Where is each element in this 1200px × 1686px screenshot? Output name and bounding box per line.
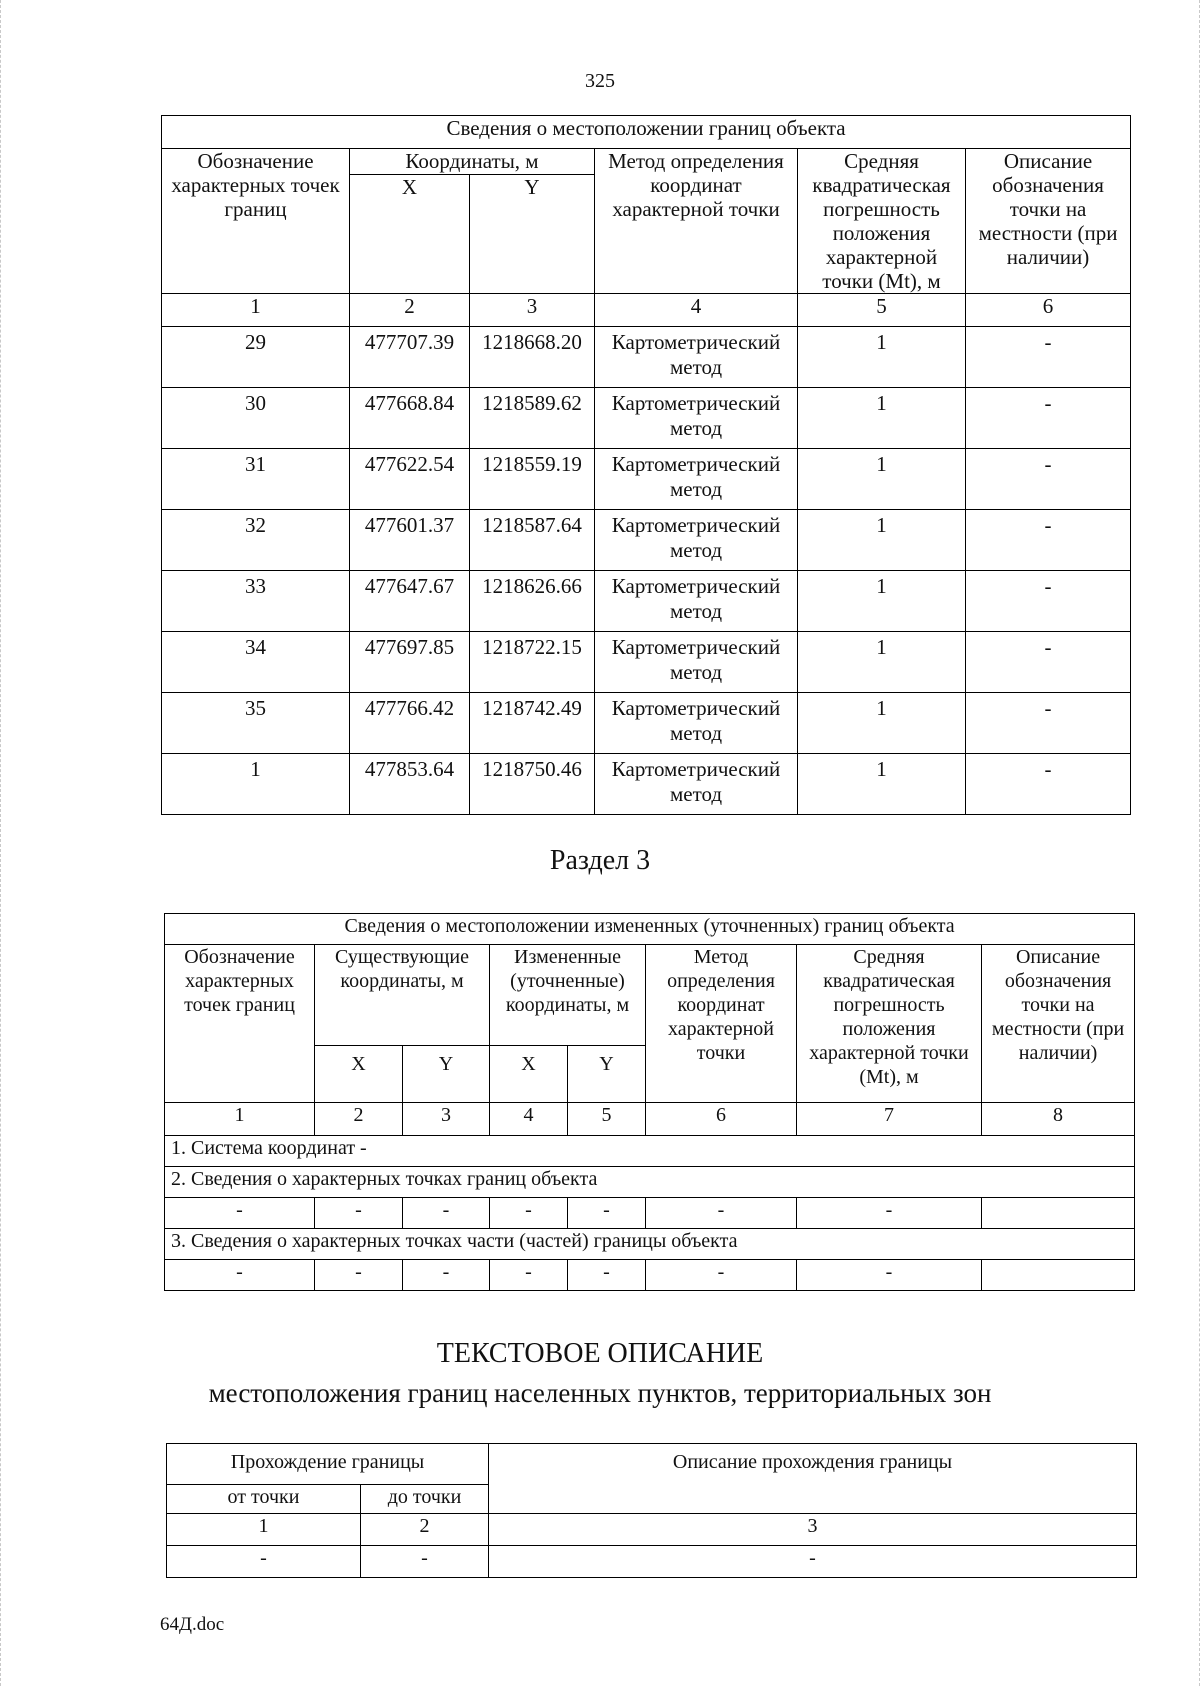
- point-cell: 31: [162, 449, 350, 510]
- column-number: 2: [350, 294, 470, 327]
- column-number: 1: [167, 1514, 361, 1546]
- table-cell: -: [646, 1198, 797, 1229]
- error-cell: 1: [798, 327, 966, 388]
- column-number: 8: [982, 1103, 1135, 1136]
- table-cell: -: [568, 1260, 646, 1291]
- column-number: 5: [568, 1103, 646, 1136]
- error-cell: 1: [798, 388, 966, 449]
- point-cell: 29: [162, 327, 350, 388]
- description-cell: -: [966, 449, 1131, 510]
- column-header-point: Обозначение характерных точек границ: [162, 149, 350, 294]
- table-cell: -: [489, 1546, 1137, 1578]
- column-number: 1: [165, 1103, 315, 1136]
- column-number: 5: [798, 294, 966, 327]
- method-cell: Картометрический метод: [595, 327, 798, 388]
- description-cell: -: [966, 510, 1131, 571]
- method-cell: Картометрический метод: [595, 449, 798, 510]
- x-cell: 477622.54: [350, 449, 470, 510]
- section-title: Раздел 3: [549, 845, 651, 876]
- column-header-description: Описание обозначения точки на местности (при наличии): [966, 149, 1131, 294]
- x-cell: 477853.64: [350, 754, 470, 815]
- column-number: 6: [966, 294, 1131, 327]
- point-cell: 34: [162, 632, 350, 693]
- y-cell: 1218722.15: [470, 632, 595, 693]
- table-row: [162, 754, 1131, 815]
- table-cell: -: [490, 1198, 568, 1229]
- table-row: [162, 449, 1131, 510]
- column-number: 2: [315, 1103, 403, 1136]
- error-cell: 1: [798, 510, 966, 571]
- table-cell: -: [165, 1260, 315, 1291]
- table-row: [162, 327, 1131, 388]
- boundary-location-table: [161, 115, 1131, 815]
- table-row: [162, 510, 1131, 571]
- point-cell: 32: [162, 510, 350, 571]
- column-number: 3: [470, 294, 595, 327]
- column-header-from-point: от точки: [167, 1485, 361, 1514]
- point-cell: 1: [162, 754, 350, 815]
- changed-boundaries-table: [164, 913, 1135, 1291]
- column-number: 2: [361, 1514, 489, 1546]
- boundary-passage-table: [166, 1443, 1137, 1578]
- column-number: 4: [490, 1103, 568, 1136]
- error-cell: 1: [798, 754, 966, 815]
- table-cell: -: [315, 1198, 403, 1229]
- table-row: [165, 1198, 1135, 1229]
- error-cell: 1: [798, 449, 966, 510]
- method-cell: Картометрический метод: [595, 388, 798, 449]
- table-cell: -: [167, 1546, 361, 1578]
- column-header-description: Описание обозначения точки на местности (при наличии): [982, 945, 1135, 1103]
- table-cell: -: [315, 1260, 403, 1291]
- table-cell: -: [403, 1198, 490, 1229]
- x-cell: 477766.42: [350, 693, 470, 754]
- table-cell: -: [490, 1260, 568, 1291]
- table-row: [162, 571, 1131, 632]
- document-title: ТЕКСТОВОЕ ОПИСАНИЕ: [436, 1338, 764, 1369]
- column-header-error: Средняя квадратическая погрешность положения характерной точки (Mt), м: [797, 945, 982, 1103]
- table-cell: -: [361, 1546, 489, 1578]
- group-row-part-boundary-points: 3. Сведения о характерных точках части (частей) границы объекта: [165, 1229, 1135, 1260]
- error-cell: 1: [798, 632, 966, 693]
- column-header-x: X: [350, 175, 470, 294]
- group-row-boundary-points: 2. Сведения о характерных точках границ объекта: [165, 1167, 1135, 1198]
- description-cell: -: [966, 754, 1131, 815]
- column-header-point: Обозначение характерных точек границ: [165, 945, 315, 1103]
- y-cell: 1218626.66: [470, 571, 595, 632]
- y-cell: 1218587.64: [470, 510, 595, 571]
- column-header-changed-coordinates: Измененные (уточненные) координаты, м: [490, 945, 646, 1046]
- column-header-description: Описание прохождения границы: [489, 1444, 1137, 1514]
- column-header-coordinates: Координаты, м: [350, 149, 595, 175]
- y-cell: 1218742.49: [470, 693, 595, 754]
- description-cell: -: [966, 632, 1131, 693]
- column-header-passage: Прохождение границы: [167, 1444, 489, 1485]
- table-cell: [982, 1198, 1135, 1229]
- point-cell: 30: [162, 388, 350, 449]
- column-header-x: X: [315, 1046, 403, 1103]
- table-title: Сведения о местоположении границ объекта: [162, 116, 1131, 149]
- column-number: 6: [646, 1103, 797, 1136]
- error-cell: 1: [798, 571, 966, 632]
- table-cell: -: [568, 1198, 646, 1229]
- table-cell: -: [165, 1198, 315, 1229]
- table-row: [162, 388, 1131, 449]
- table-row: [167, 1546, 1137, 1578]
- table-row: [165, 1260, 1135, 1291]
- y-cell: 1218589.62: [470, 388, 595, 449]
- method-cell: Картометрический метод: [595, 693, 798, 754]
- x-cell: 477601.37: [350, 510, 470, 571]
- table-cell: [982, 1260, 1135, 1291]
- table-cell: -: [797, 1198, 982, 1229]
- table-row: [162, 632, 1131, 693]
- table-row: [162, 693, 1131, 754]
- column-header-y: Y: [568, 1046, 646, 1103]
- x-cell: 477668.84: [350, 388, 470, 449]
- method-cell: Картометрический метод: [595, 510, 798, 571]
- file-name-footer: 64Д.doc: [160, 1614, 225, 1635]
- y-cell: 1218750.46: [470, 754, 595, 815]
- table-title: Сведения о местоположении измененных (уточненных) границ объекта: [165, 914, 1135, 945]
- description-cell: -: [966, 327, 1131, 388]
- method-cell: Картометрический метод: [595, 754, 798, 815]
- description-cell: -: [966, 571, 1131, 632]
- page-number: 325: [585, 70, 615, 92]
- table-cell: -: [797, 1260, 982, 1291]
- column-number: 3: [489, 1514, 1137, 1546]
- column-header-y: Y: [470, 175, 595, 294]
- column-header-to-point: до точки: [361, 1485, 489, 1514]
- column-header-method: Метод определения координат характерной точки: [595, 149, 798, 294]
- column-header-y: Y: [403, 1046, 490, 1103]
- column-header-x: X: [490, 1046, 568, 1103]
- error-cell: 1: [798, 693, 966, 754]
- column-number: 1: [162, 294, 350, 327]
- column-number: 3: [403, 1103, 490, 1136]
- x-cell: 477707.39: [350, 327, 470, 388]
- point-cell: 35: [162, 693, 350, 754]
- method-cell: Картометрический метод: [595, 632, 798, 693]
- document-subtitle: местоположения границ населенных пунктов, территориальных зон: [208, 1378, 992, 1408]
- point-cell: 33: [162, 571, 350, 632]
- column-number: 4: [595, 294, 798, 327]
- page-right-edge: [1193, 0, 1200, 1686]
- table-cell: -: [403, 1260, 490, 1291]
- group-row-coordinate-system: 1. Система координат -: [165, 1136, 1135, 1167]
- page-left-edge: [0, 0, 7, 1686]
- y-cell: 1218668.20: [470, 327, 595, 388]
- x-cell: 477647.67: [350, 571, 470, 632]
- x-cell: 477697.85: [350, 632, 470, 693]
- description-cell: -: [966, 693, 1131, 754]
- y-cell: 1218559.19: [470, 449, 595, 510]
- column-header-existing-coordinates: Существующие координаты, м: [315, 945, 490, 1046]
- table-cell: -: [646, 1260, 797, 1291]
- column-header-error: Средняя квадратическая погрешность положения характерной точки (Mt), м: [798, 149, 966, 294]
- column-header-method: Метод определения координат характерной точки: [646, 945, 797, 1103]
- column-number: 7: [797, 1103, 982, 1136]
- description-cell: -: [966, 388, 1131, 449]
- method-cell: Картометрический метод: [595, 571, 798, 632]
